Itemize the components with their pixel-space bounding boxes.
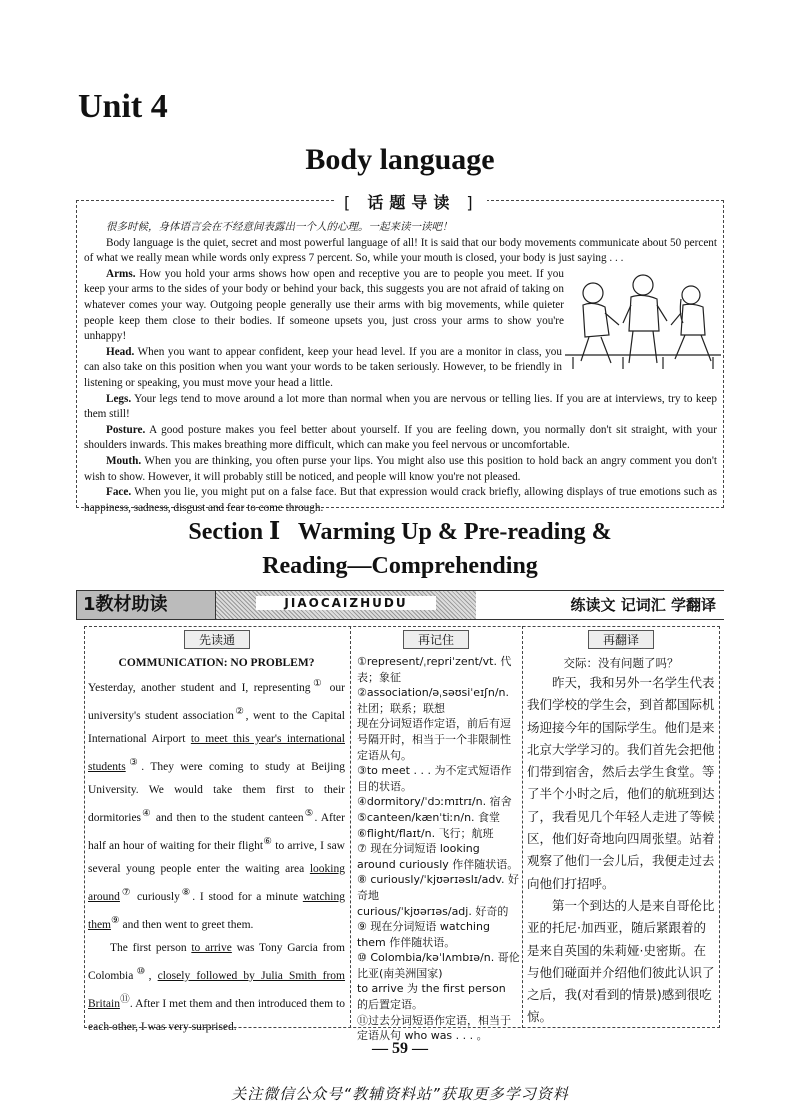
note-marker: ③ [125, 756, 142, 768]
note-marker: ⑧ [179, 886, 193, 898]
underlined-phrase: to arrive [191, 941, 232, 954]
column-head-translate [522, 630, 720, 649]
column-head-memorize [350, 630, 522, 649]
underlined-phrase: looking around [88, 862, 345, 903]
main-title: Body language [305, 143, 495, 176]
banner-pinyin-text: JIAOCAIZHUDU [256, 596, 436, 610]
note-item: ②association/əˌsəʊsiˈeɪʃn/n. 社团；联系；联想 [357, 686, 510, 715]
note-item: ⑦ 现在分词短语 looking around curiously 作伴随状语。 [357, 842, 519, 871]
text: and then went to greet them. [119, 918, 254, 931]
banner-left: 1教材助读 [76, 590, 216, 620]
topic-legs-head: Legs. [106, 392, 132, 405]
text: Yesterday, another student and I, representing [88, 681, 311, 694]
note-marker: ② [233, 705, 246, 717]
text: The first person [110, 941, 192, 954]
topic-arms-text: How you hold your arms shows how open and receptive you are to people you meet. If you keep your arms to the sides of your body or behind your back, this suggests you are not afraid of taking on whatever comes your way. Outgoing people generally use their arms with big movements, while quieter people keep them close to their bodies. If someone upsets you, just cross your arms to show you're unhappy! [84, 267, 564, 343]
underlined-phrase: watching them [88, 890, 345, 931]
note-marker: ⑤ [303, 807, 315, 819]
text: . After half an hour of waiting for their flight [88, 811, 345, 852]
topic-head [84, 345, 562, 392]
note-marker: ⑥ [263, 835, 273, 847]
text: to arrive, I saw several young people enter the waiting area [88, 839, 345, 875]
people-illustration [563, 265, 723, 370]
note-item: ③to meet . . . 为不定式短语作目的状语。 [357, 764, 512, 793]
translation-paragraph-2: 第一个到达的人是来自哥伦比亚的托尼·加西亚，随后紧跟着的是来自英国的朱莉娅·史密斯。在与他们碰面并介绍他们彼此认识了之后，我(对看到的情景)感到很吃惊。 [527, 897, 715, 1025]
topic-arms-head: Arms. [106, 267, 136, 280]
topic-face-text: When you lie, you might put on a false face. But that expression would crack briefly, allowing displays of true emotions such as happiness, sadness, disgust and fear to come through. [84, 486, 717, 514]
note-item: ⑥flight/flaɪt/n. 飞行；航班 [357, 826, 494, 840]
passage-paragraph-2 [88, 937, 345, 1039]
note-item: ⑪过去分词短语作定语，相当于定语从句 who was . . . 。 [357, 1013, 511, 1043]
note-marker: ⑩ [133, 965, 149, 977]
column-head-read-label: 先读通 [184, 630, 250, 649]
topic-label: [ 话题导读 ] [336, 190, 487, 213]
section-title [0, 515, 800, 583]
topic-posture [84, 423, 717, 454]
topic-mouth-text: When you are thinking, you often purse your lips. You might also use this position to hold back an angry comment you don't wish to show. However, it will probably still be noticed, and people will know you're not pleased. [84, 454, 717, 483]
topic-posture-text: A good posture makes you feel better about yourself. If you are feeling down, you normally don't sit straight, with your shoulders inwards. This makes breathing more difficult, which can make you feel nervous or uncomfortable. [84, 423, 717, 452]
column-head-read [84, 630, 350, 649]
topic-intro-cn: 很多时候，身体语言会在不经意间表露出一个人的心理。一起来读一读吧！ [106, 221, 453, 233]
section-title-line1: Section Ⅰ Warming Up & Pre-reading & [188, 519, 612, 545]
notes-column [357, 654, 520, 1044]
underlined-phrase: closely followed by Julia Smith from Britain [88, 969, 346, 1010]
note-item: ⑨ 现在分词短语 watching them 作伴随状语。 [357, 920, 490, 949]
passage-paragraph-1 [88, 672, 345, 937]
text: , [148, 969, 158, 982]
footer-text: 关注微信公众号“教辅资料站”获取更多学习资料 [231, 1085, 569, 1103]
text: our university's student association [88, 681, 345, 722]
note-marker: ④ [141, 807, 152, 819]
topic-head-text: When you want to appear confident, keep your head level. If you are a monitor in class, you can also take on this position when you want your words to be taken seriously. However, to be friendly in listening or speaking, you must move your head a little. [84, 345, 562, 389]
topic-legs [84, 392, 717, 423]
underlined-phrase: to meet this year's international students [88, 732, 345, 773]
topic-arms [84, 267, 564, 345]
note-item: ⑤canteen/kænˈtiːn/n. 食堂 [357, 810, 501, 824]
text: . I stood for a minute [192, 890, 303, 903]
passage-column [88, 654, 345, 1039]
note-item: ⑧ curiously/ˈkjʊərɪəslɪ/adv. 好奇地 [357, 873, 520, 902]
text: curiously [132, 890, 180, 903]
page-number: — 59 — [372, 1040, 428, 1057]
note-marker: ⑪ [119, 993, 130, 1005]
translation-column [527, 654, 715, 1029]
note-item: ①represent/ˌrepriˈzent/vt. 代表；象征 [357, 655, 512, 684]
note-marker: ⑦ [119, 886, 133, 898]
unit-title: Unit 4 [78, 88, 168, 125]
note-item: 现在分词短语作定语，前后有逗号隔开时，相当于一个非限制性定语从句。 [357, 717, 511, 762]
note-item: curious/ˈkjʊərɪəs/adj. 好奇的 [357, 904, 509, 918]
note-item: ④dormitory/ˈdɔːmɪtrɪ/n. 宿舍 [357, 795, 512, 809]
translation-paragraph-1: 昨天，我和另外一名学生代表我们学校的学生会，到首都国际机场迎接今年的国际学生。他们是来北京大学学习的。我们首先会把他们带到宿舍，然后去学生食堂。等了半个小时之后，他们的航班到达了，我看见几个年轻人走进了等候区，他们好奇地向四周张望。站着观察了他们一会儿后，我便走过去向他们打招呼。 [527, 675, 715, 891]
note-item: to arrive 为 the first person 的后置定语。 [357, 982, 506, 1012]
text: and then to the student canteen [151, 811, 304, 824]
banner-pinyin [216, 590, 476, 620]
column-head-translate-label: 再翻译 [588, 630, 654, 649]
topic-mouth [84, 454, 717, 485]
text: , went to the Capital International Airport [88, 709, 345, 745]
topic-intro-en: Body language is the quiet, secret and most powerful language of all! It is said that our body movements communicate about 50 percent of what we really mean while words only express 7 percent. So, while your mouth is closed, your body is just saying . . . [84, 236, 717, 265]
text: . After I met them and then introduced them to each other, I was very surprised. [88, 997, 345, 1033]
column-head-memorize-label: 再记住 [403, 630, 469, 649]
text: . They were coming to study at Beijing University. We would take them first to their dormitories [88, 760, 345, 824]
topic-posture-head: Posture. [106, 423, 146, 436]
note-marker: ① [310, 678, 325, 689]
note-item: ⑩ Colombia/kəˈlʌmbɪə/n. 哥伦比亚(南美洲国家) [357, 951, 520, 980]
banner-right: 练读文 记词汇 学翻译 [476, 590, 724, 620]
note-marker: ⑨ [111, 914, 120, 926]
section-title-line2: Reading—Comprehending [262, 553, 538, 579]
topic-head-head: Head. [106, 345, 135, 358]
topic-legs-text: Your legs tend to move around a lot more than normal when you are nervous or telling lies. If you are at interviews, try to keep them still! [84, 392, 717, 421]
translation-title: 交际：没有问题了吗？ [563, 656, 679, 670]
column-divider [350, 626, 351, 1028]
text: was Tony Garcia from Colombia [88, 941, 345, 982]
topic-face-head: Face. [106, 486, 132, 499]
topic-face [84, 485, 717, 516]
column-divider [522, 626, 523, 1028]
topic-mouth-head: Mouth. [106, 454, 142, 467]
passage-title: COMMUNICATION: NO PROBLEM? [118, 657, 315, 669]
